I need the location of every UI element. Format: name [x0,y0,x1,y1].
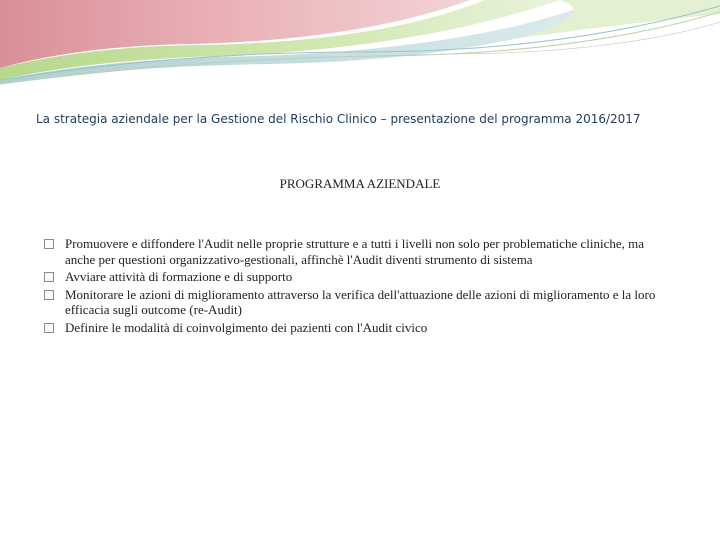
bullet-list [44,236,674,337]
list-item [44,269,674,285]
checkbox-bullet-icon [44,323,54,333]
slide-heading: PROGRAMMA AZIENDALE [279,176,441,191]
header-decoration [0,0,720,90]
checkbox-bullet-icon [44,239,54,249]
list-item [44,320,674,336]
checkbox-bullet-icon [44,272,54,282]
list-item-text: Definire le modalità di coinvolgimento dei pazienti con l'Audit civico [65,319,428,335]
slide-subtitle: La strategia aziendale per la Gestione del Rischio Clinico – presentazione del programma 2016/2017 [36,112,641,126]
list-item-text: Promuovere e diffondere l'Audit nelle proprie strutture e a tutti i livelli non solo per problematiche cliniche, ma anche per questioni organizzativo-gestionali, affinchè l'Audit diventi strumento di sistema [65,236,644,267]
list-item [44,236,674,267]
list-item-text: Monitorare le azioni di miglioramento attraverso la verifica dell'attuazione delle azioni di miglioramento e la loro efficacia sugli outcome (re-Audit) [65,286,656,317]
checkbox-bullet-icon [44,290,54,300]
list-item [44,287,674,318]
list-item-text: Avviare attività di formazione e di supporto [65,269,293,284]
